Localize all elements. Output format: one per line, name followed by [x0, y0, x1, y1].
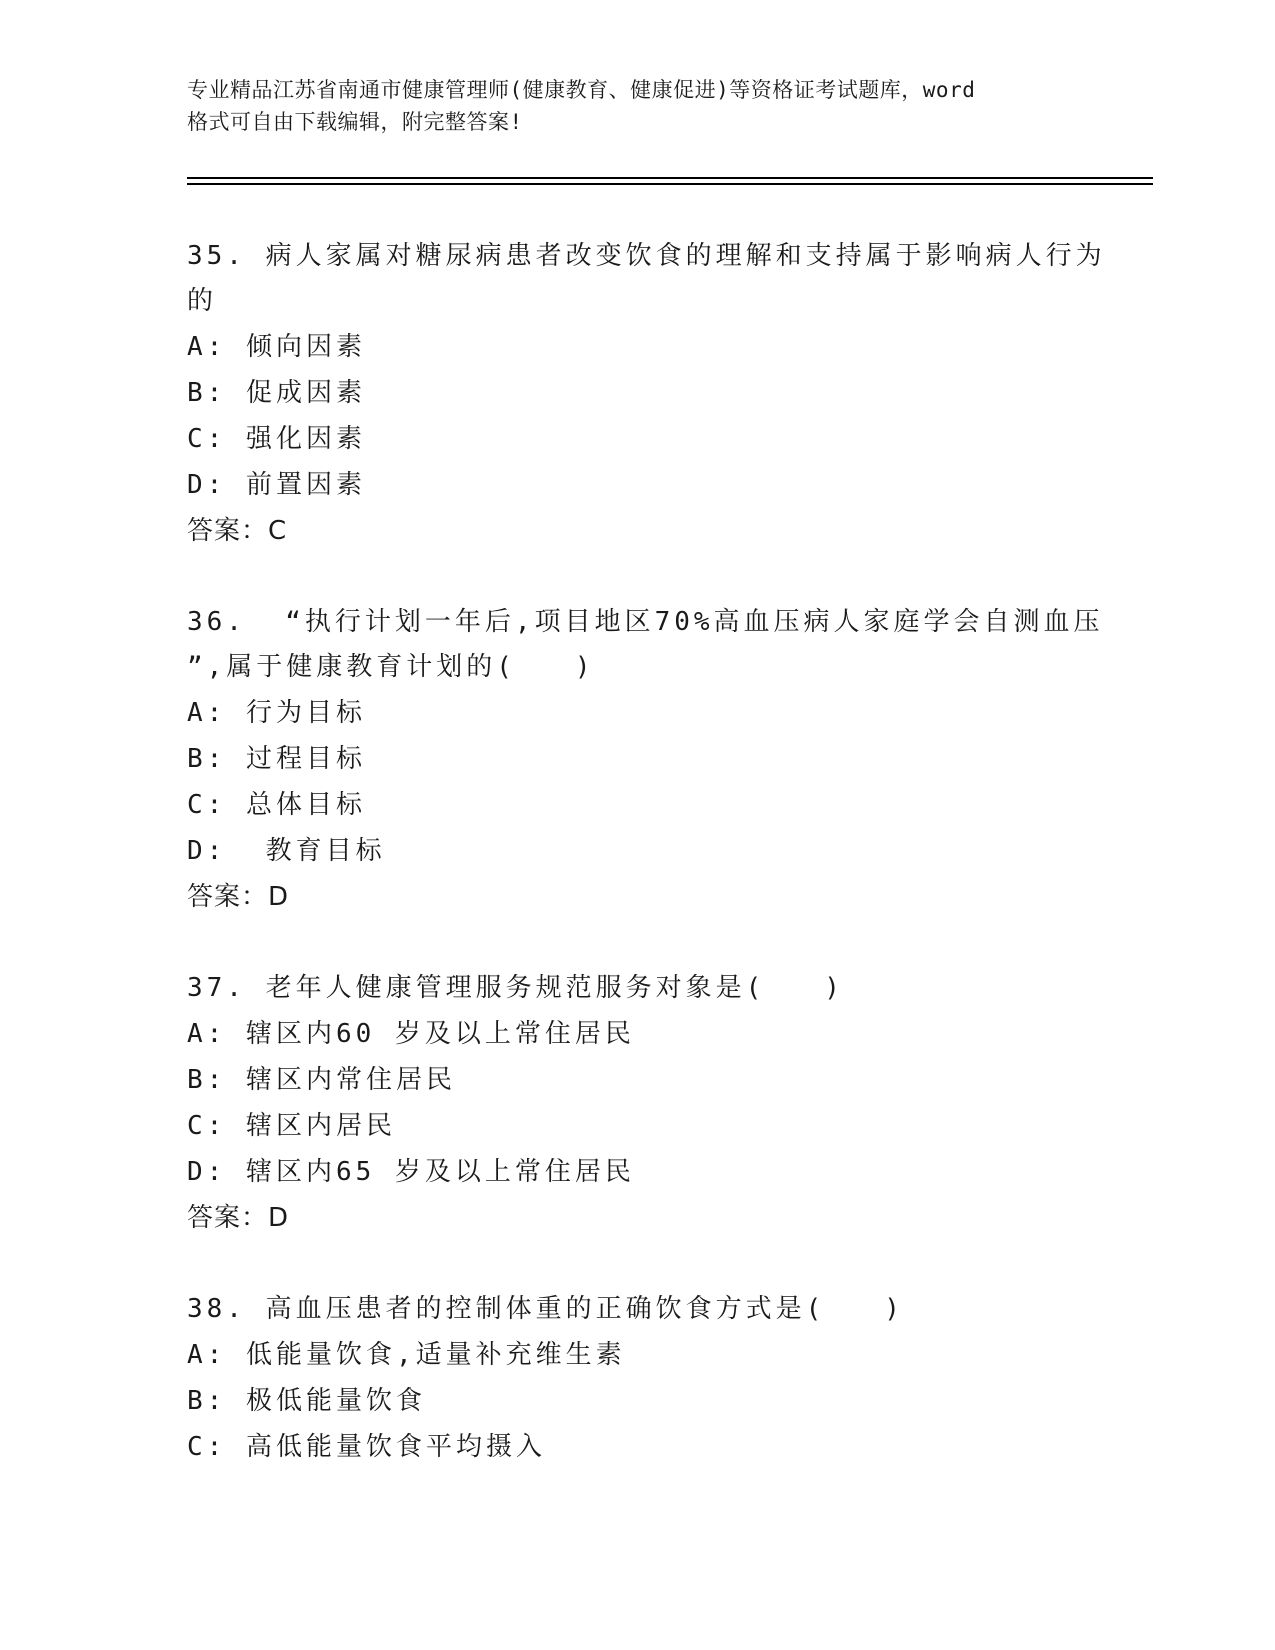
- question-stem-line: 37. 老年人健康管理服务规范服务对象是( ): [187, 973, 844, 1003]
- option-a: A: 行为目标: [187, 698, 366, 728]
- question-37: [187, 966, 1087, 1241]
- answer-line: 答案：D: [187, 1203, 290, 1233]
- question-36: [187, 600, 1104, 920]
- option-b: B: 极低能量饮食: [187, 1386, 426, 1416]
- header-line-1: 专业精品江苏省南通市健康管理师(健康教育、健康促进)等资格证考试题库，word: [187, 78, 976, 102]
- answer-line: 答案：D: [187, 882, 290, 912]
- option-d: D: 辖区内65 岁及以上常住居民: [187, 1157, 635, 1187]
- option-b: B: 过程目标: [187, 744, 366, 774]
- question-35: [187, 234, 1106, 554]
- option-b: B: 促成因素: [187, 378, 366, 408]
- question-stem-line: 38. 高血压患者的控制体重的正确饮食方式是( ): [187, 1294, 904, 1324]
- question-stem-line: ”,属于健康教育计划的( ): [187, 652, 595, 682]
- header-rule-bottom: [187, 183, 1153, 185]
- option-a: A: 辖区内60 岁及以上常住居民: [187, 1019, 635, 1049]
- question-stem-line: 的: [187, 286, 218, 316]
- option-c: C: 总体目标: [187, 790, 366, 820]
- header-line-2: 格式可自由下载编辑，附完整答案!: [187, 110, 523, 134]
- option-c: C: 辖区内居民: [187, 1111, 396, 1141]
- document-header: [187, 74, 1107, 138]
- header-rule-top: [187, 177, 1153, 179]
- question-38: [187, 1287, 1087, 1470]
- option-d: D: 教育目标: [187, 836, 386, 866]
- option-c: C: 强化因素: [187, 424, 366, 454]
- question-stem-line: 36. “执行计划一年后,项目地区70%高血压病人家庭学会自测血压: [187, 607, 1104, 637]
- option-a: A: 倾向因素: [187, 332, 366, 362]
- option-d: D: 前置因素: [187, 470, 366, 500]
- answer-line: 答案：C: [187, 516, 288, 546]
- option-c: C: 高低能量饮食平均摄入: [187, 1432, 546, 1462]
- question-stem-line: 35. 病人家属对糖尿病患者改变饮食的理解和支持属于影响病人行为: [187, 241, 1106, 271]
- option-a: A: 低能量饮食,适量补充维生素: [187, 1340, 626, 1370]
- option-b: B: 辖区内常住居民: [187, 1065, 456, 1095]
